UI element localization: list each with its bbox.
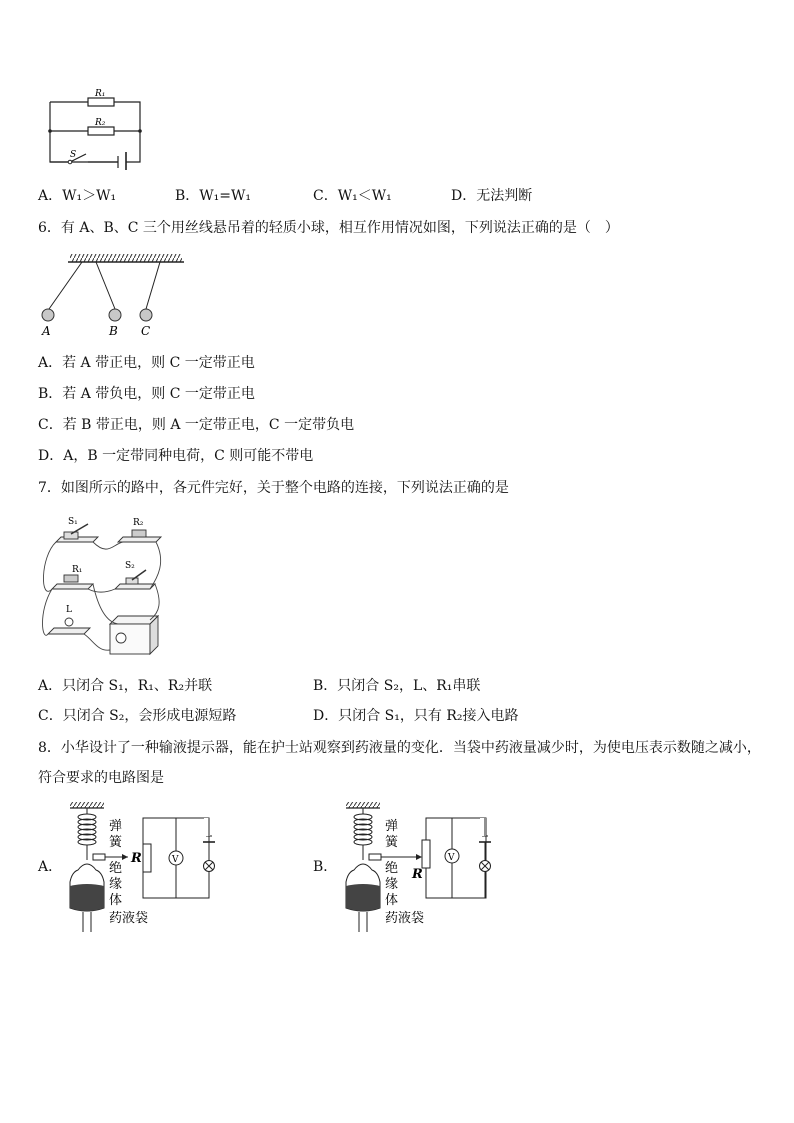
q6-option-d[interactable]: D．A，B 一定带同种电荷，C 则可能不带电 xyxy=(38,448,314,464)
q8a-ins-char2: 缘 xyxy=(109,877,123,892)
q8a-r-label: R xyxy=(131,851,142,866)
q8-figure-a xyxy=(66,800,216,932)
q5-switch-label: S xyxy=(70,150,77,160)
q7-lamp-label: L xyxy=(66,605,72,615)
q5-option-a[interactable]: A．W₁＞W₁ xyxy=(38,188,117,204)
q5-circuit-diagram xyxy=(44,84,148,170)
q6-stem: 6．有 A、B、C 三个用丝线悬吊着的轻质小球，相互作用情况如图，下列说法正确的是（ ） xyxy=(38,220,619,236)
q8-stem-line1: 8．小华设计了一种输液提示器，能在护士站观察到药液量的变化．当袋中药液量减少时，为使电压表示数随之减小， xyxy=(38,740,761,756)
q8b-r-label: R xyxy=(412,867,423,882)
q7-stem: 7．如图所示的路中，各元件完好，关于整个电路的连接，下列说法正确的是 xyxy=(38,480,509,496)
q8-option-b[interactable]: B． xyxy=(313,859,338,875)
q8a-spring-char2: 簧 xyxy=(109,835,123,850)
q7-circuit-diagram xyxy=(38,512,168,662)
q7-r1-label: R₁ xyxy=(72,565,83,575)
q8a-ins-char1: 绝 xyxy=(109,861,123,876)
q7-s1-label: S₁ xyxy=(68,517,78,527)
q5-option-c[interactable]: C．W₁＜W₁ xyxy=(313,188,392,204)
lamp-icon xyxy=(480,861,491,872)
q8a-spring-char1: 弹 xyxy=(109,819,123,834)
q8-figure-b xyxy=(342,800,492,932)
q7-option-a[interactable]: A．只闭合 S₁，R₁、R₂并联 xyxy=(38,678,213,694)
q8a-ins-char3: 体 xyxy=(109,893,123,908)
q8b-ins-char1: 绝 xyxy=(385,861,399,876)
q6-label-c: C xyxy=(141,324,151,338)
q8b-voltmeter-label: V xyxy=(448,853,455,863)
q5-r1-label: R₁ xyxy=(95,89,106,99)
ball-icon xyxy=(42,309,152,321)
spring-icon xyxy=(354,808,372,860)
q8b-ins-char3: 体 xyxy=(385,893,399,908)
lamp-icon xyxy=(204,861,215,872)
q8a-bag-label: 药液袋 xyxy=(109,911,149,926)
q5-option-b[interactable]: B．W₁=W₁ xyxy=(175,188,252,204)
q5-r2-label: R₂ xyxy=(95,118,106,128)
q7-option-b[interactable]: B．只闭合 S₂，L、R₁串联 xyxy=(313,678,481,694)
q8b-spring-char1: 弹 xyxy=(385,819,399,834)
q7-r2-label: R₂ xyxy=(133,518,144,528)
spring-icon xyxy=(78,808,96,860)
q8b-ins-char2: 缘 xyxy=(385,877,399,892)
q6-label-b: B xyxy=(109,324,118,338)
q8b-bag-label: 药液袋 xyxy=(385,911,425,926)
q8-option-a[interactable]: A． xyxy=(38,859,63,875)
q7-s2-label: S₂ xyxy=(125,561,135,571)
q8b-spring-char2: 簧 xyxy=(385,835,399,850)
q8a-voltmeter-label: V xyxy=(172,855,179,865)
q6-label-a: A xyxy=(42,324,51,338)
q6-option-b[interactable]: B．若 A 带负电，则 C 一定带正电 xyxy=(38,386,255,402)
q6-option-c[interactable]: C．若 B 带正电，则 A 一定带正电，C 一定带负电 xyxy=(38,417,355,433)
q5-option-d[interactable]: D．无法判断 xyxy=(451,188,533,204)
iv-bag-icon xyxy=(70,864,104,932)
q6-option-a[interactable]: A．若 A 带正电，则 C 一定带正电 xyxy=(38,355,255,371)
q6-hanging-balls-figure xyxy=(38,250,188,340)
q8-stem-line2: 符合要求的电路图是 xyxy=(38,770,164,786)
iv-bag-icon xyxy=(346,864,380,932)
q7-option-d[interactable]: D．只闭合 S₁，只有 R₂接入电路 xyxy=(313,708,519,724)
q7-option-c[interactable]: C．只闭合 S₂，会形成电源短路 xyxy=(38,708,237,724)
